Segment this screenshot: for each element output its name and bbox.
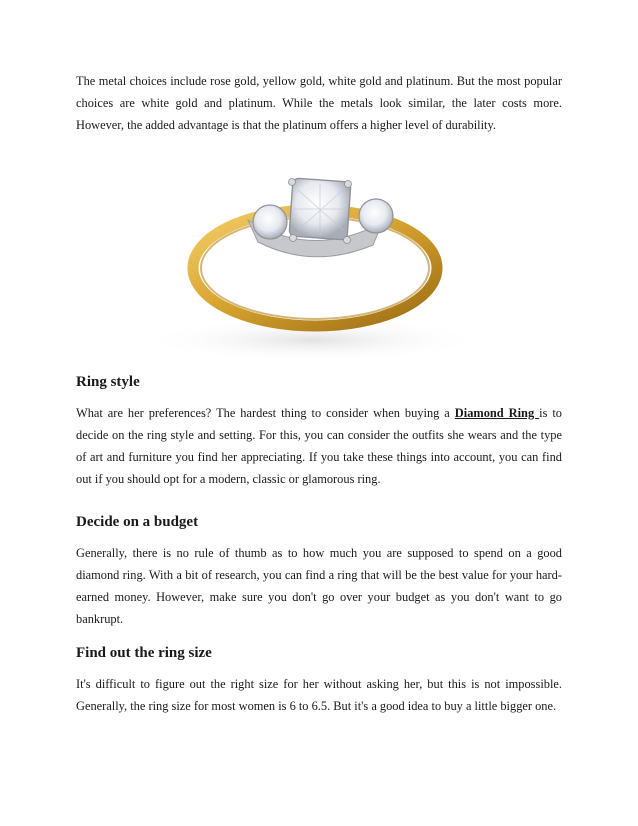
section-paragraph: Generally, there is no rule of thumb as to how much you are supposed to spend on a good diamond ring. With a bit of research, you can find a ring that will be the best value for your hard-earned money. However, make sure you don't go over your budget as you don't want to go bankrupt. (76, 546, 562, 626)
paragraph-text: is to decide on the ring style and setting. For this, you can consider the outfits she wears and the type of art and furniture you find her appreciating. If you take these things into account, you can find out if you should opt for a modern, classic or glamorous ring. (76, 406, 563, 486)
section-heading: Decide on a budget (76, 514, 199, 530)
ring-image (98, 150, 538, 365)
ring-illustration (98, 150, 538, 365)
section-heading: Ring style (76, 374, 140, 390)
section-heading: Find out the ring size (76, 645, 212, 661)
section-ring-style (76, 372, 562, 490)
section-ring-size (76, 643, 562, 717)
section-paragraph: It's difficult to figure out the right size for her without asking her, but this is not impossible. Generally, the ring size for most women is 6 to 6.5. But it's a good idea to buy a little bigger one. (76, 677, 562, 713)
side-stone-right (359, 199, 393, 233)
section-paragraph (76, 402, 562, 490)
section-budget (76, 512, 562, 630)
side-stone-left (253, 205, 287, 239)
diamond-ring-link[interactable]: Diamond Ring (454, 406, 540, 420)
intro-paragraph: The metal choices include rose gold, yellow gold, white gold and platinum. But the most popular choices are white gold and platinum. While the metals look similar, the later costs more. However, the added advantage is that the platinum offers a higher level of durability. (76, 74, 562, 132)
intro-block (76, 70, 562, 136)
paragraph-text: What are her preferences? The hardest thing to consider when buying a (76, 406, 455, 420)
